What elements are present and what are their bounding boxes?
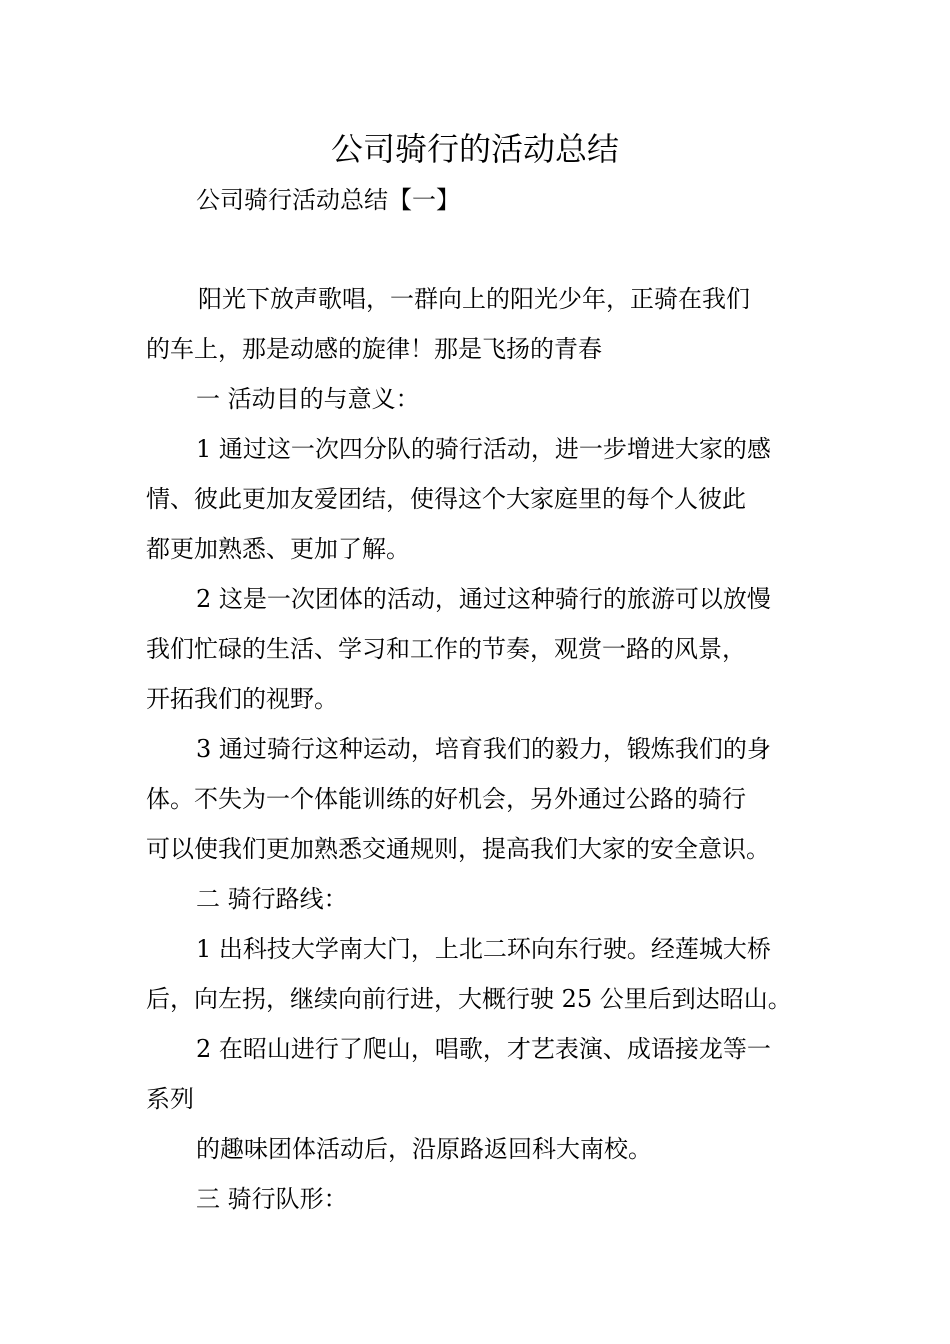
section-heading-formation: 三 骑行队形： (196, 1185, 348, 1213)
paragraph-line: 1 通过这一次四分队的骑行活动，进一步增进大家的感 (196, 435, 771, 463)
paragraph-line: 后，向左拐，继续向前行进，大概行驶 25 公里后到达昭山。 (146, 985, 792, 1013)
paragraph-line: 的车上，那是动感的旋律！那是飞扬的青春 (146, 335, 602, 363)
paragraph-line: 系列 (146, 1085, 194, 1113)
paragraph-line: 都更加熟悉、更加了解。 (146, 535, 410, 563)
document-subtitle: 公司骑行活动总结【一】 (196, 186, 460, 214)
paragraph-line: 体。不失为一个体能训练的好机会，另外通过公路的骑行 (146, 785, 746, 813)
section-heading-route: 二 骑行路线： (196, 885, 348, 913)
paragraph-line: 我们忙碌的生活、学习和工作的节奏，观赏一路的风景， (146, 635, 746, 663)
document-title: 公司骑行的活动总结 (330, 130, 619, 168)
paragraph-line: 1 出科技大学南大门，上北二环向东行驶。经莲城大桥 (196, 935, 771, 963)
paragraph-line: 情、彼此更加友爱团结，使得这个大家庭里的每个人彼此 (146, 485, 746, 513)
paragraph-line: 开拓我们的视野。 (146, 685, 338, 713)
paragraph-line: 2 在昭山进行了爬山，唱歌，才艺表演、成语接龙等一 (196, 1035, 771, 1063)
paragraph-line: 3 通过骑行这种运动，培育我们的毅力，锻炼我们的身 (196, 735, 771, 763)
paragraph-line: 阳光下放声歌唱，一群向上的阳光少年，正骑在我们 (198, 285, 750, 313)
paragraph-line: 的趣味团体活动后，沿原路返回科大南校。 (196, 1135, 652, 1163)
section-heading-purpose: 一 活动目的与意义： (196, 385, 420, 413)
paragraph-line: 可以使我们更加熟悉交通规则，提高我们大家的安全意识。 (146, 835, 770, 863)
paragraph-line: 2 这是一次团体的活动，通过这种骑行的旅游可以放慢 (196, 585, 771, 613)
